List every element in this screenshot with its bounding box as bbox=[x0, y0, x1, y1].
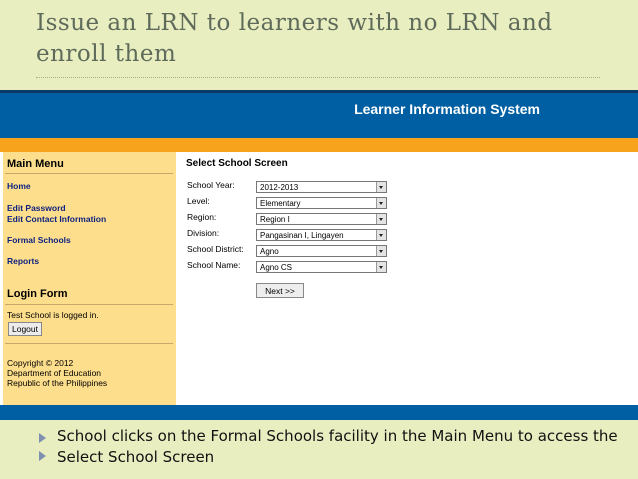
slide-caption: School clicks on the Formal Schools facility in the Main Menu to access the Select School Screen bbox=[57, 427, 618, 466]
login-form-heading: Login Form bbox=[7, 288, 68, 300]
dropdown-arrow-icon bbox=[376, 182, 386, 192]
level-label: Level: bbox=[187, 196, 210, 206]
school-year-select[interactable] bbox=[256, 181, 387, 193]
divider bbox=[5, 343, 173, 344]
select-value: Elementary bbox=[260, 199, 301, 208]
select-value: Agno bbox=[260, 247, 279, 256]
sidebar-item-home[interactable]: Home bbox=[7, 181, 31, 191]
select-value: Pangasinan I, Lingayen bbox=[260, 231, 344, 240]
main-content bbox=[180, 152, 635, 405]
next-button[interactable]: Next >> bbox=[256, 283, 304, 298]
dropdown-arrow-icon bbox=[376, 246, 386, 256]
school-district-select[interactable] bbox=[256, 245, 387, 257]
copyright-line: Republic of the Philippines bbox=[7, 378, 108, 388]
app-title: Learner Information System bbox=[354, 101, 540, 117]
accent-bar bbox=[0, 138, 638, 152]
divider bbox=[5, 304, 173, 305]
school-name-select[interactable] bbox=[256, 261, 387, 273]
dropdown-arrow-icon bbox=[376, 214, 386, 224]
select-value: 2012-2013 bbox=[260, 183, 299, 192]
app-window bbox=[0, 90, 638, 420]
school-year-label: School Year: bbox=[187, 180, 235, 190]
bullet-arrow-icon bbox=[39, 433, 46, 443]
division-label: Division: bbox=[187, 228, 220, 238]
login-status: Test School is logged in. bbox=[7, 310, 99, 320]
copyright-line: Copyright © 2012 bbox=[7, 358, 74, 368]
sidebar-item-formal-schools[interactable]: Formal Schools bbox=[7, 235, 71, 245]
select-value: Region I bbox=[260, 215, 290, 224]
division-select[interactable] bbox=[256, 229, 387, 241]
region-label: Region: bbox=[187, 212, 217, 222]
level-select[interactable] bbox=[256, 197, 387, 209]
copyright-block bbox=[7, 358, 172, 388]
divider bbox=[5, 173, 173, 174]
dropdown-arrow-icon bbox=[376, 198, 386, 208]
school-district-label: School District: bbox=[187, 244, 244, 254]
logout-button[interactable]: Logout bbox=[8, 322, 42, 336]
sidebar-item-edit-contact-information[interactable]: Edit Contact Information bbox=[7, 214, 107, 224]
sidebar bbox=[3, 152, 176, 405]
sidebar-item-edit-password[interactable]: Edit Password bbox=[7, 203, 66, 213]
bullet-arrow-icon bbox=[39, 451, 46, 461]
main-menu-heading: Main Menu bbox=[7, 158, 64, 170]
copyright-line: Department of Education bbox=[7, 368, 102, 378]
select-value: Agno CS bbox=[260, 263, 293, 272]
region-select[interactable] bbox=[256, 213, 387, 225]
title-divider bbox=[36, 77, 600, 78]
school-name-label: School Name: bbox=[187, 260, 241, 270]
page-title: Select School Screen bbox=[186, 158, 288, 169]
app-header bbox=[0, 90, 638, 138]
app-footer-bar bbox=[0, 405, 638, 420]
dropdown-arrow-icon bbox=[376, 230, 386, 240]
slide-title: Issue an LRN to learners with no LRN and enroll them bbox=[36, 10, 553, 67]
dropdown-arrow-icon bbox=[376, 262, 386, 272]
sidebar-item-reports[interactable]: Reports bbox=[7, 256, 40, 266]
